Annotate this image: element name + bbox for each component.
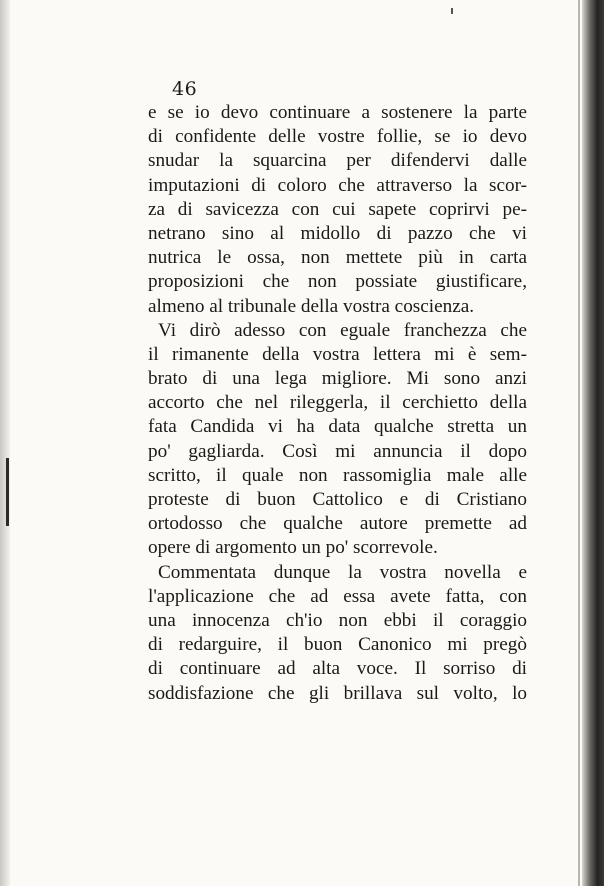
text-line: e se io devo continuare a sostenere la parte [148, 102, 527, 123]
text-line: netrano sino al midollo di pazzo che vi [148, 222, 527, 244]
text-line: proposizioni che non possiate giustificare, [148, 271, 527, 293]
text-line: opere di argomento un po' scorrevole. [148, 537, 438, 559]
text-line: di continuare ad alta voce. Il sorriso di [148, 658, 527, 680]
text-line: fata Candida vi ha data qualche stretta un [148, 416, 527, 438]
text-line: po' gagliarda. Così mi annuncia il dopo [148, 440, 527, 462]
text-line: brato di una lega migliore. Mi sono anzi [148, 368, 527, 390]
text-line: una innocenza ch'io non ebbi il coraggio [148, 609, 527, 631]
text-line: nutrica le ossa, non mettete più in carta [148, 247, 527, 269]
text-line: accorto che nel rileggerla, il cerchietto della [148, 392, 527, 414]
page-left-edge [0, 0, 10, 886]
text-line: Commentata dunque la vostra novella e [158, 561, 527, 583]
binding-edge [582, 0, 604, 886]
margin-ink-mark [6, 458, 9, 526]
text-line: soddisfazione che gli brillava sul volto, lo [148, 682, 527, 704]
binding-line [578, 0, 580, 886]
text-line: l'applicazione che ad essa avete fatta, con [148, 585, 527, 607]
text-line: scritto, il quale non rassomiglia male alle [148, 464, 527, 486]
text-line: za di savicezza con cui sapete coprirvi pe- [148, 198, 527, 220]
text-line: di confidente delle vostre follie, se io devo [148, 126, 527, 148]
text-line: almeno al tribunale della vostra coscienza. [148, 295, 475, 317]
page-number: 46 [172, 78, 198, 100]
body-text [148, 101, 527, 706]
ink-speck [451, 8, 453, 14]
text-line: Vi dirò adesso con eguale franchezza che [158, 319, 527, 341]
text-line: snudar la squarcina per difendervi dalle [148, 150, 527, 172]
text-line: imputazioni di coloro che attraverso la scor- [148, 174, 527, 196]
text-line: proteste di buon Cattolico e di Cristiano [148, 489, 527, 510]
text-line: ortodosso che qualche autore premette ad [148, 513, 527, 535]
text-line: il rimanente della vostra lettera mi è sem- [148, 343, 527, 365]
text-line: di redarguire, il buon Canonico mi pregò [148, 634, 527, 656]
